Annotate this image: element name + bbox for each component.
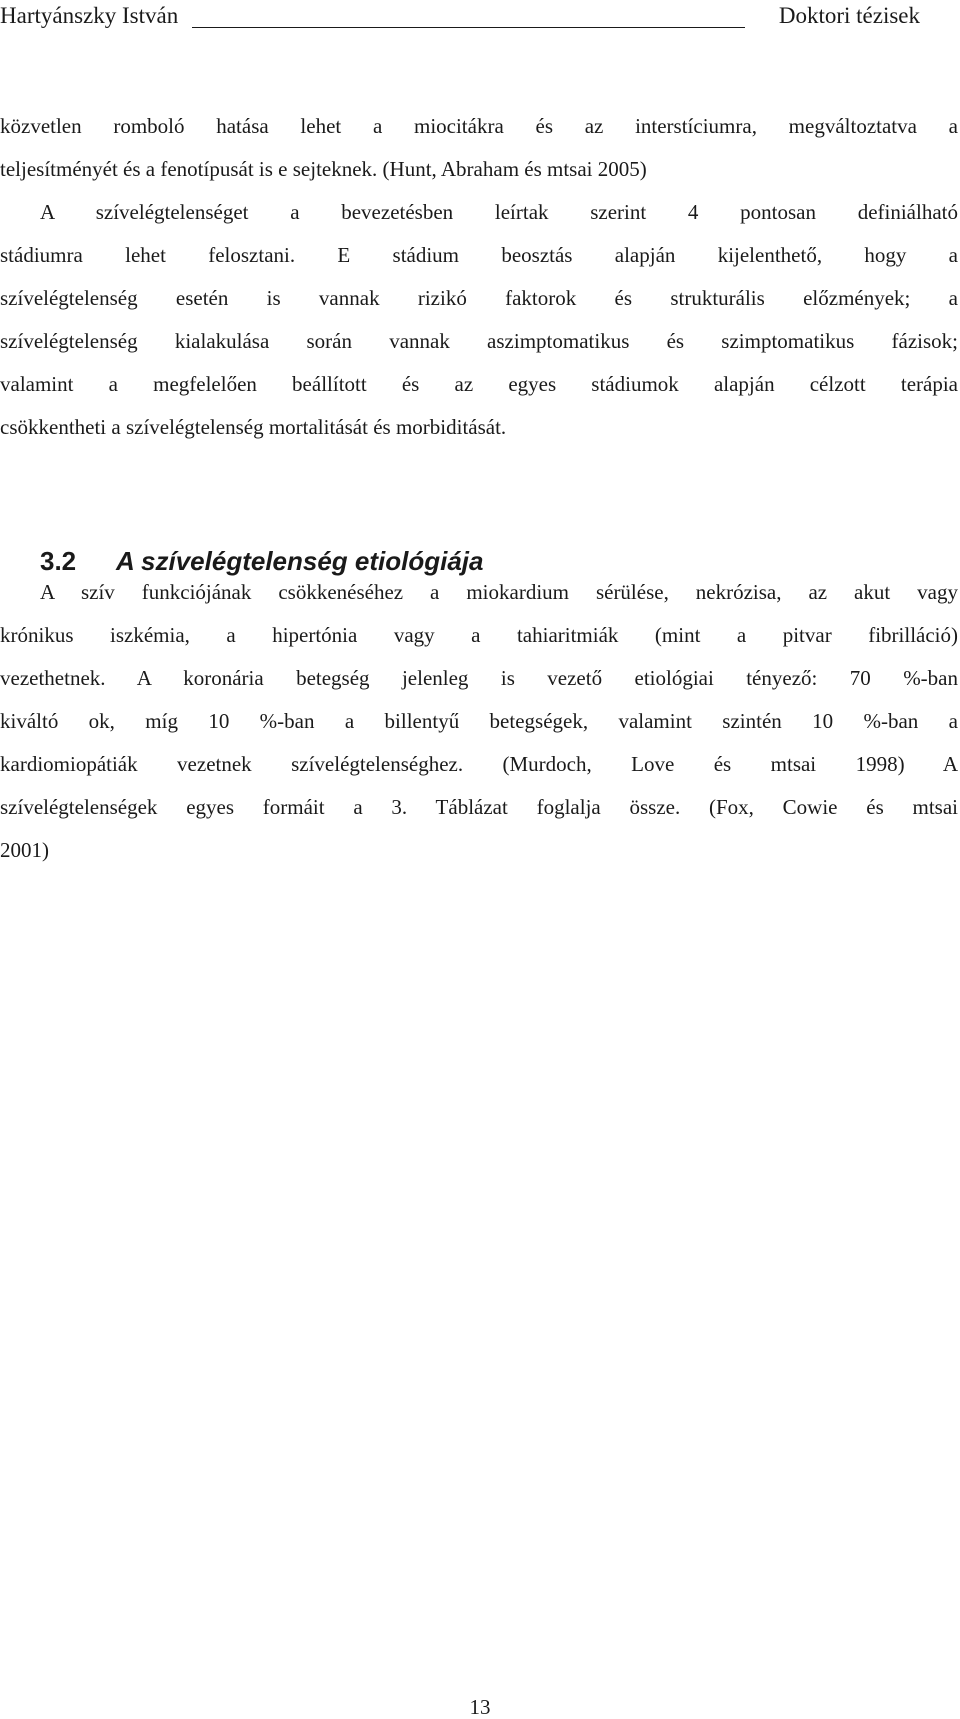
section-title: A szívelégtelenség etiológiája (116, 546, 484, 576)
paragraph-line: 2001) (0, 838, 49, 862)
header-title: Doktori tézisek (778, 3, 920, 28)
paragraph-line: szívelégtelenség kialakulása során vannak aszimptomatikus és szimptomatikus fázisok; (0, 329, 958, 353)
page-number: 13 (469, 1695, 491, 1719)
paragraph-line: csökkentheti a szívelégtelenség mortalitását és morbiditását. (0, 415, 507, 439)
paragraph-line: szívelégtelenségek egyes formáit a 3. Táblázat foglalja össze. (Fox, Cowie és mtsai (0, 795, 958, 819)
section-number: 3.2 (40, 546, 77, 576)
page-header (0, 0, 920, 38)
paragraph-line: vezethetnek. A koronária betegség jelenleg is vezető etiológiai tényező: 70 %-ban (0, 666, 958, 690)
paragraph-line: A szív funkciójának csökkenéséhez a miokardium sérülése, nekrózisa, az akut vagy (40, 580, 958, 604)
paragraph-line: stádiumra lehet felosztani. E stádium beosztás alapján kijelenthető, hogy a (0, 243, 958, 267)
paragraph-line: krónikus iszkémia, a hipertónia vagy a tahiaritmiák (mint a pitvar fibrilláció) (0, 623, 958, 647)
paragraph-line: kardiomiopátiák vezetnek szívelégtelenséghez. (Murdoch, Love és mtsai 1998) A (0, 752, 958, 776)
paragraph-line: valamint a megfelelően beállított és az egyes stádiumok alapján célzott terápia (0, 372, 958, 396)
paragraph-line: A szívelégtelenséget a bevezetésben leírtak szerint 4 pontosan definiálható (40, 200, 958, 224)
paragraph-line: teljesítményét és a fenotípusát is e sejteknek. (Hunt, Abraham és mtsai 2005) (0, 157, 647, 181)
paragraph-line: kiváltó ok, míg 10 %-ban a billentyű betegségek, valamint szintén 10 %-ban a (0, 709, 958, 733)
header-rule (192, 27, 745, 28)
paragraph-line: szívelégtelenség esetén is vannak rizikó faktorok és strukturális előzmények; a (0, 286, 958, 310)
paragraph-line: közvetlen romboló hatása lehet a miocitákra és az interstíciumra, megváltoztatva a (0, 114, 958, 138)
section-heading (40, 545, 484, 577)
header-author: Hartyánszky István (0, 3, 179, 28)
